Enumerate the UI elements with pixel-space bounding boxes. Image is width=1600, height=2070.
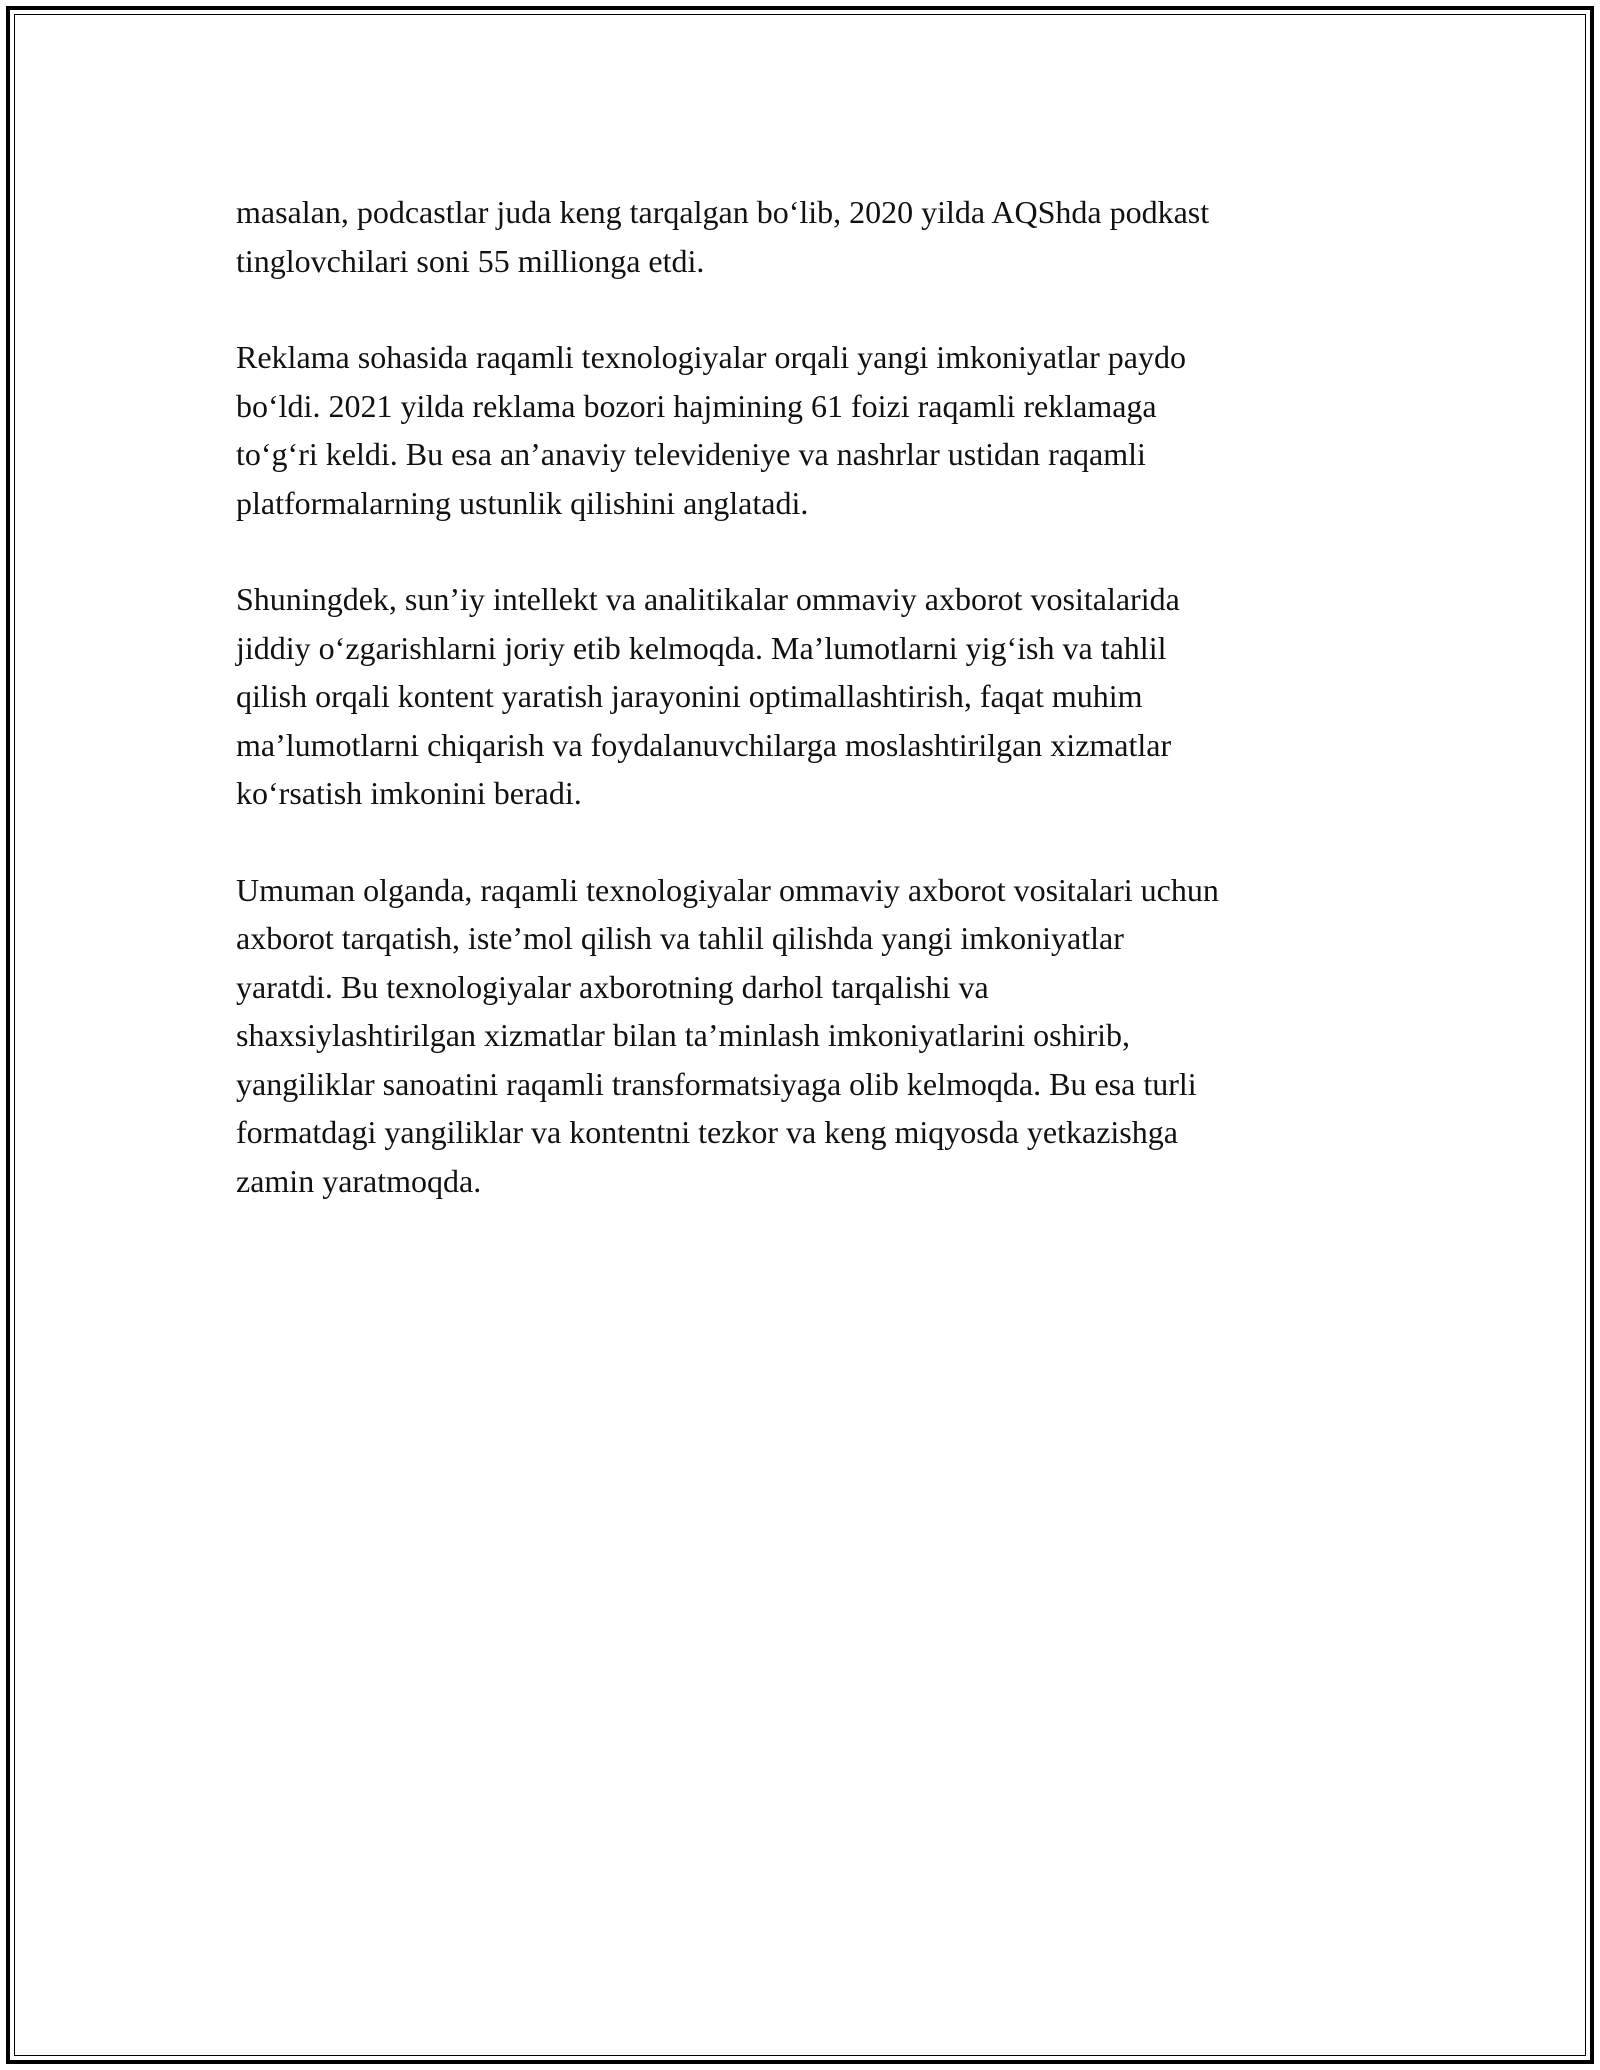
document-body [236, 188, 1366, 1253]
paragraph-podcasts: masalan, podcastlar juda keng tarqalgan boʻlib, 2020 yilda AQShda podkast tinglovchilari soni 55 millionga etdi. [236, 194, 1210, 279]
paragraph-conclusion: Umuman olganda, raqamli texnologiyalar ommaviy axborot vositalari uchun axborot tarqatish, iste’mol qilish va tahlil qilishda yangi imkoniyatlar yaratdi. Bu texnologiyalar axborotning darhol tarqalishi va shaxsiylashtirilgan xizmatlar bilan ta’minlash imkoniyatlarini oshirib, yangiliklar sanoatini raqamli transformatsiyaga olib kelmoqda. Bu esa turli formatdagi yangiliklar va kontentni tezkor va keng miqyosda yetkazishga zamin yaratmoqda. [236, 871, 1219, 1199]
paragraph-ai-analytics: Shuningdek, sun’iy intellekt va analitikalar ommaviy axborot vositalarida jiddiy oʻzgarishlarni joriy etib kelmoqda. Ma’lumotlarni yigʻish va tahlil qilish orqali kontent yaratish jarayonini optimallashtirish, faqat muhim ma’lumotlarni chiqarish va foydalanuvchilarga moslashtirilgan xizmatlar koʻrsatish imkonini beradi. [236, 581, 1180, 811]
paragraph-advertising: Reklama sohasida raqamli texnologiyalar orqali yangi imkoniyatlar paydo boʻldi. 2021 yilda reklama bozori hajmining 61 foizi raqamli reklamaga toʻgʻri keldi. Bu esa an’anaviy televideniye va nashrlar ustidan raqamli platformalarning ustunlik qilishini anglatadi. [236, 339, 1186, 521]
